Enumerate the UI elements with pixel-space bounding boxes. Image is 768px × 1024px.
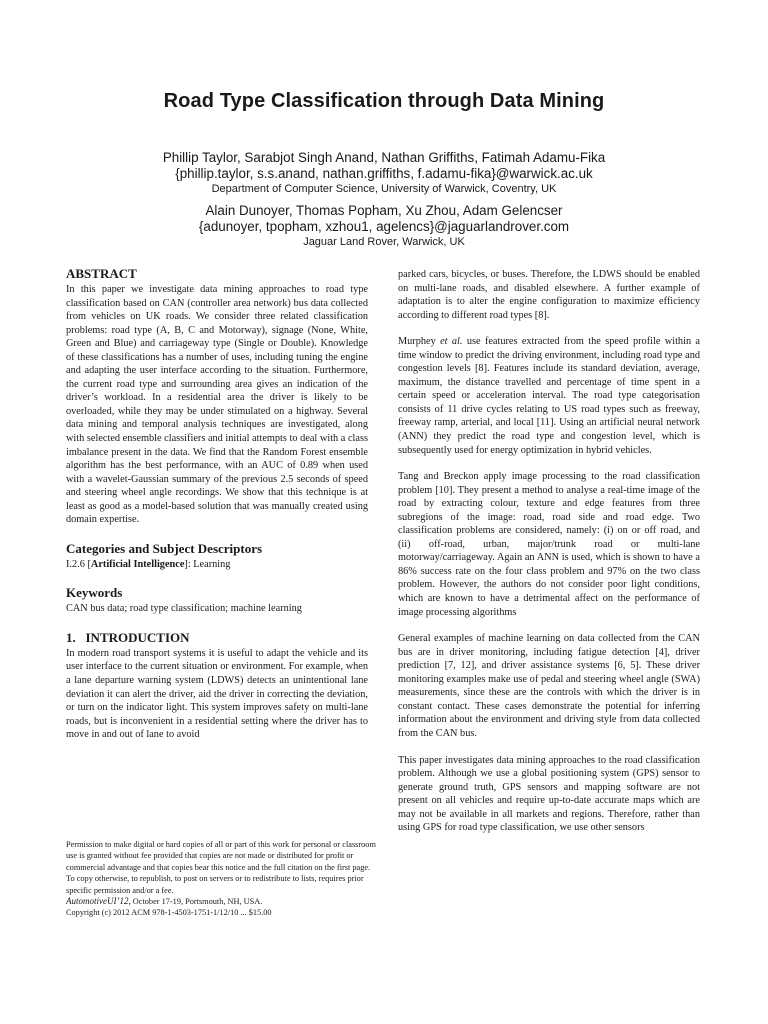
paragraph-ldws-continued: parked cars, bicycles, or buses. Therefore, the LDWS should be enabled on multi-lane roads, and disabled elsewhere. A further example of adaptation is to alter the engine configuration to maximize efficiency according to different road types [8]. [398,269,700,321]
ccs-code: I.2.6 [ [66,558,91,570]
author-emails: {phillip.taylor, s.s.anand, nathan.griffiths, f.adamu-fika}@warwick.ac.uk [175,166,593,181]
murphey-start: Murphey [398,336,441,348]
keywords-text: CAN bus data; road type classification; machine learning [66,603,302,615]
ccs-rest: ]: Learning [184,558,231,570]
abstract-text: In this paper we investigate data mining approaches to road type classification based on CAN (controller area network) bus data collected from vehicles on UK roads. We consider three related classification problems: road type (A, B, C and Motorway), signage (None, White, Green and Blue) and carriageway type (Single or Double). Knowledge of these classifications has a number of uses, including tuning the engine and adapting the user interface according to the situation. Furthermore, the current road type and surrounding area gives an indication of the driver’s workload. In a residential area the driver is likely to be overloaded, while they may be under stimulated on a highway. Several data mining and temporal analysis techniques are investigated, along with selected ensemble classifiers and initial attempts to deal with a class imbalance present in the data. We find that the Random Forest ensemble algorithm has the best performance, with an AUC of 0.89 when used with a wavelet-Gaussian summary of the previous 2.5 seconds of speed and steering wheel angle recordings. We show that this technique is at least as good as a model-based solution that was manually created using domain expertise. [66,284,368,526]
author-block-warwick [0,150,768,196]
author-affiliation: Department of Computer Science, University of Warwick, Coventry, UK [211,183,557,195]
ccs-bold-term: Artificial Intelligence [90,558,185,570]
paragraph-tang-breckon: Tang and Breckon apply image processing to the road classification problem [10]. They present a method to analyse a real-time image of the road by extracting colour, texture and edge features from three subregions of the image: road, road side and road edge. Two classification problems are considered, namely: (i) on or off road, and (ii) off-road, urban, major/trunk road or multi-lane motorway/carriageway. Again an ANN is used, which is shown to have a 86% success rate on the four class problem and 97% on the two class problem. However, the authors do not consider poor light conditions, which are known to have a detrimental affect on the performance of image processing algorithms [398,471,700,618]
paper-title: Road Type Classification through Data Mining [163,90,605,112]
paragraph-this-paper: This paper investigates data mining approaches to the road classification problem. Although we use a global positioning system (GPS) sensor to generate ground truth, GPS sensors and mapping software are not present on all vehicles and require up-to-date accurate maps which are may not be available in all markets and regions. Therefore, rather than using GPS for road type classification, we use other sensors [398,754,700,834]
conference-details: October 17-19, Portsmouth, NH, USA. [130,897,263,907]
copyright-line: Copyright (c) 2012 ACM 978-1-4503-1751-1/12/10 ... $15.00 [66,908,272,918]
author-names: Alain Dunoyer, Thomas Popham, Xu Zhou, Adam Gelencser [205,203,563,218]
keywords-heading: Keywords [66,585,123,601]
categories-text [66,558,368,572]
categories-heading: Categories and Subject Descriptors [66,540,263,556]
permission-text: Permission to make digital or hard copies of all or part of this work for personal or classroom use is granted without fee provided that copies are not made or distributed for profit or commercial advantage and that copies bear this notice and the full citation on the first page. To copy otherwise, to republish, to post on servers or to redistribute to lists, requires prior specific permission and/or a fee. [66,840,376,895]
introduction-heading: 1. INTRODUCTION [66,629,190,645]
conference-line [66,896,376,907]
left-column [66,266,368,742]
author-affiliation: Jaguar Land Rover, Warwick, UK [303,236,465,248]
paragraph-murphey [398,335,700,457]
murphey-rest: use features extracted from the speed profile within a time window to predict the driving environment, including road type and congestion levels [8]. Features include its standard deviation, average, maximum, the distance travelled and percentage of time spent in a certain speed or acceleration interval. The road type categorisation consists of 11 drive cycles relating to US road types such as freeway, freeway ramp, arterial, and local [11]. Using an artificial neural network (ANN) they predict the road type and congestion level, which is subsequently used for energy optimization in hybrid vehicles. [398,336,701,456]
author-names: Phillip Taylor, Sarabjot Singh Anand, Nathan Griffiths, Fatimah Adamu-Fika [162,150,606,165]
abstract-heading: ABSTRACT [66,266,137,281]
introduction-text: In modern road transport systems it is useful to adapt the vehicle and its user interface to the current situation or environment. For example, when a lane departure warning system (LDWS) detects an unintentional lane deviation it can alert the driver, aid the driver in correcting the deviation, or turn on the indicator light. This system improves safety on multi-lane roads, but is inconvenient in a residential setting where the driver has to move in and out of lane to avoid [66,647,368,741]
permission-footnote [66,839,376,919]
murphey-et-al: et al. [440,336,463,348]
author-block-jlr [0,203,768,249]
conference-name: AutomotiveUI’12, [66,896,131,907]
author-emails: {adunoyer, tpopham, xzhou1, agelencs}@jaguarlandrover.com [198,219,570,234]
right-column [398,268,700,848]
paragraph-can-bus-examples: General examples of machine learning on data collected from the CAN bus are in driver monitoring, including fatigue detection [4], driver prediction [7, 12], and driver assistance systems [6, 5]. These driver monitoring examples make use of pedal and steering wheel angle (SWA) measurements, since these are the controls with which the driver is in constant contact. These cases demonstrate the potential for inferring information about the environment and driving style from data collected from the CAN bus. [398,633,700,739]
